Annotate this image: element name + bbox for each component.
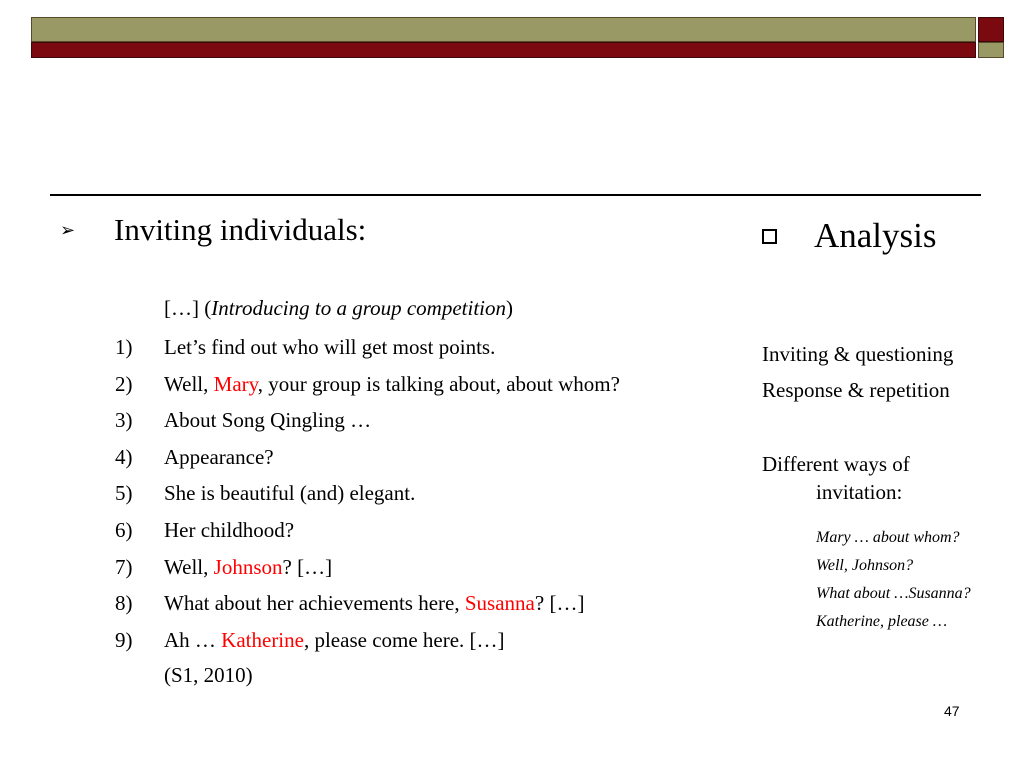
header-corner-square-olive (978, 42, 1004, 58)
transcript-line (115, 516, 620, 553)
page-number: 47 (944, 703, 960, 719)
analysis-point: Inviting & questioning (762, 342, 954, 366)
line-text (164, 516, 294, 553)
transcript-line (115, 406, 620, 443)
example-line: Well, Johnson? (816, 557, 914, 574)
header-band-olive (31, 17, 976, 42)
intro-italic: Introducing to a group competition (211, 296, 506, 320)
intro-line (164, 296, 513, 321)
transcript-list (115, 333, 620, 662)
line-text-after: , please come here. […] (303, 627, 505, 652)
citation: (S1, 2010) (164, 663, 253, 687)
analysis-body (762, 340, 953, 506)
transcript-line (115, 626, 620, 663)
hollow-square-bullet-icon (762, 229, 777, 244)
line-number: 5) (115, 481, 133, 506)
transcript-line (115, 370, 620, 407)
line-text-before: Well, (164, 371, 214, 396)
line-text (164, 589, 584, 626)
title-divider (50, 194, 981, 196)
line-number: 7) (115, 554, 133, 579)
line-text-after: ? […] (534, 591, 585, 616)
header-band-red (31, 42, 976, 58)
line-number: 4) (115, 444, 133, 469)
line-text-before: Appearance? (164, 444, 274, 469)
right-heading (762, 216, 937, 256)
line-text-before: Her childhood? (164, 517, 295, 542)
transcript-line (115, 443, 620, 480)
left-heading (60, 212, 366, 248)
transcript-line (115, 589, 620, 626)
invitation-examples (816, 524, 971, 636)
line-text-after: ? […] (282, 554, 333, 579)
line-text-before: Let’s find out who will get most points. (164, 335, 496, 359)
arrow-bullet-icon: ➢ (60, 219, 76, 240)
line-number: 1) (115, 335, 133, 359)
student-name: Katherine (221, 627, 304, 652)
left-heading-text: Inviting individuals: (114, 212, 367, 247)
line-number: 9) (115, 627, 133, 652)
line-text-before: Well, (164, 554, 214, 579)
line-text-before: About Song Qingling … (164, 408, 372, 433)
analysis-point: Different ways of (762, 452, 910, 476)
analysis-point-continued: invitation: (816, 480, 903, 504)
analysis-point: Response & repetition (762, 378, 950, 402)
line-text-before: What about her achievements here, (164, 591, 465, 616)
right-heading-text: Analysis (814, 216, 937, 255)
intro-suffix: ) (505, 296, 513, 320)
transcript-line (115, 553, 620, 590)
line-number: 2) (115, 371, 133, 396)
line-text (164, 626, 505, 663)
line-text-after: , your group is talking about, about whom? (257, 371, 620, 396)
student-name: Johnson (213, 554, 283, 579)
line-number: 6) (115, 517, 133, 542)
line-text (164, 333, 495, 370)
line-text-before: Ah … (164, 627, 222, 652)
line-text (164, 553, 332, 590)
student-name: Mary (213, 371, 258, 396)
student-name: Susanna (464, 591, 535, 616)
header-corner-square-red (978, 17, 1004, 42)
line-text (164, 370, 620, 407)
intro-prefix: […] ( (164, 296, 212, 320)
transcript-line (115, 333, 620, 370)
line-text (164, 479, 415, 516)
line-text (164, 443, 274, 480)
line-number: 8) (115, 591, 133, 616)
line-text-before: She is beautiful (and) elegant. (164, 481, 416, 506)
example-line: Mary … about whom? (816, 529, 960, 546)
example-line: What about …Susanna? (816, 585, 971, 602)
example-line: Katherine, please … (816, 613, 948, 630)
line-number: 3) (115, 408, 133, 433)
transcript-line (115, 479, 620, 516)
line-text (164, 406, 371, 443)
